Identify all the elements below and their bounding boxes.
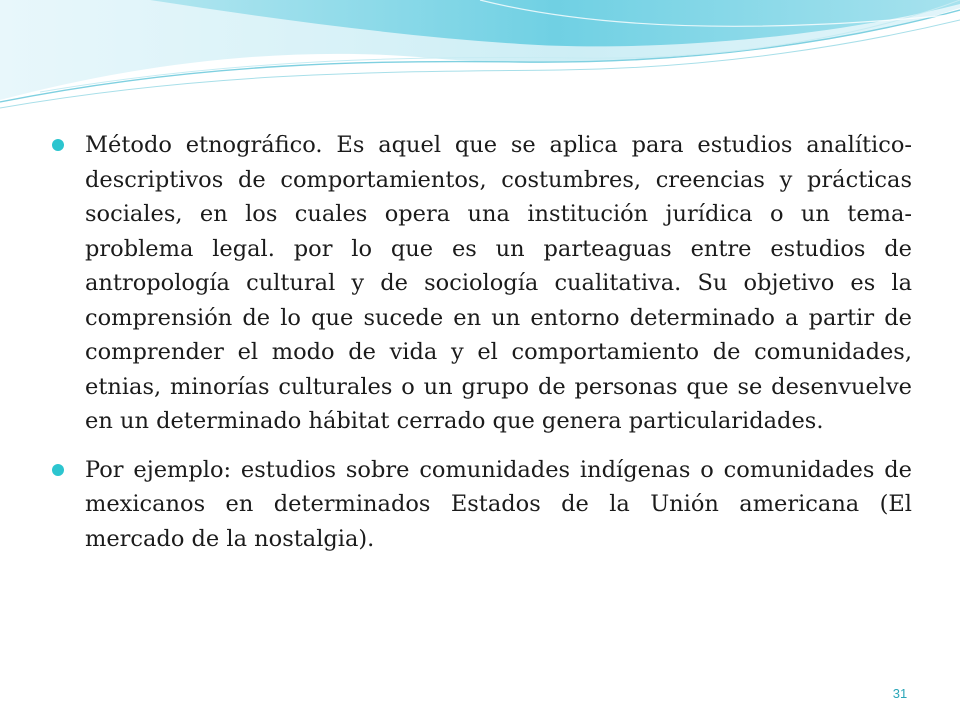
bullet-list	[52, 128, 912, 570]
bullet-dot-icon	[52, 139, 64, 151]
bullet-item-metodo-etnografico	[52, 128, 912, 439]
bullet-dot-icon	[52, 464, 64, 476]
slide-number: 31	[892, 686, 908, 701]
header-wave-decoration	[0, 0, 960, 130]
bullet-item-ejemplo	[52, 453, 912, 557]
bullet-text: Método etnográfico. Es aquel que se aplica para estudios analítico-descriptivos de comportamientos, costumbres, creencias y prácticas sociales, en los cuales opera una institución jurídica o un tema- problema legal. por lo que es un parteaguas entre estudios de antropología cultural y de sociología cualitativa. Su objetivo es la comprensión de lo que sucede en un entorno determinado a partir de comprender el modo de vida y el comportamiento de comunidades, etnias, minorías culturales o un grupo de personas que se desenvuelve en un determinado hábitat cerrado que genera particularidades.	[85, 132, 912, 434]
bullet-text: Por ejemplo: estudios sobre comunidades indígenas o comunidades de mexicanos en determinados Estados de la Unión americana (El mercado de la nostalgia).	[85, 456, 912, 552]
